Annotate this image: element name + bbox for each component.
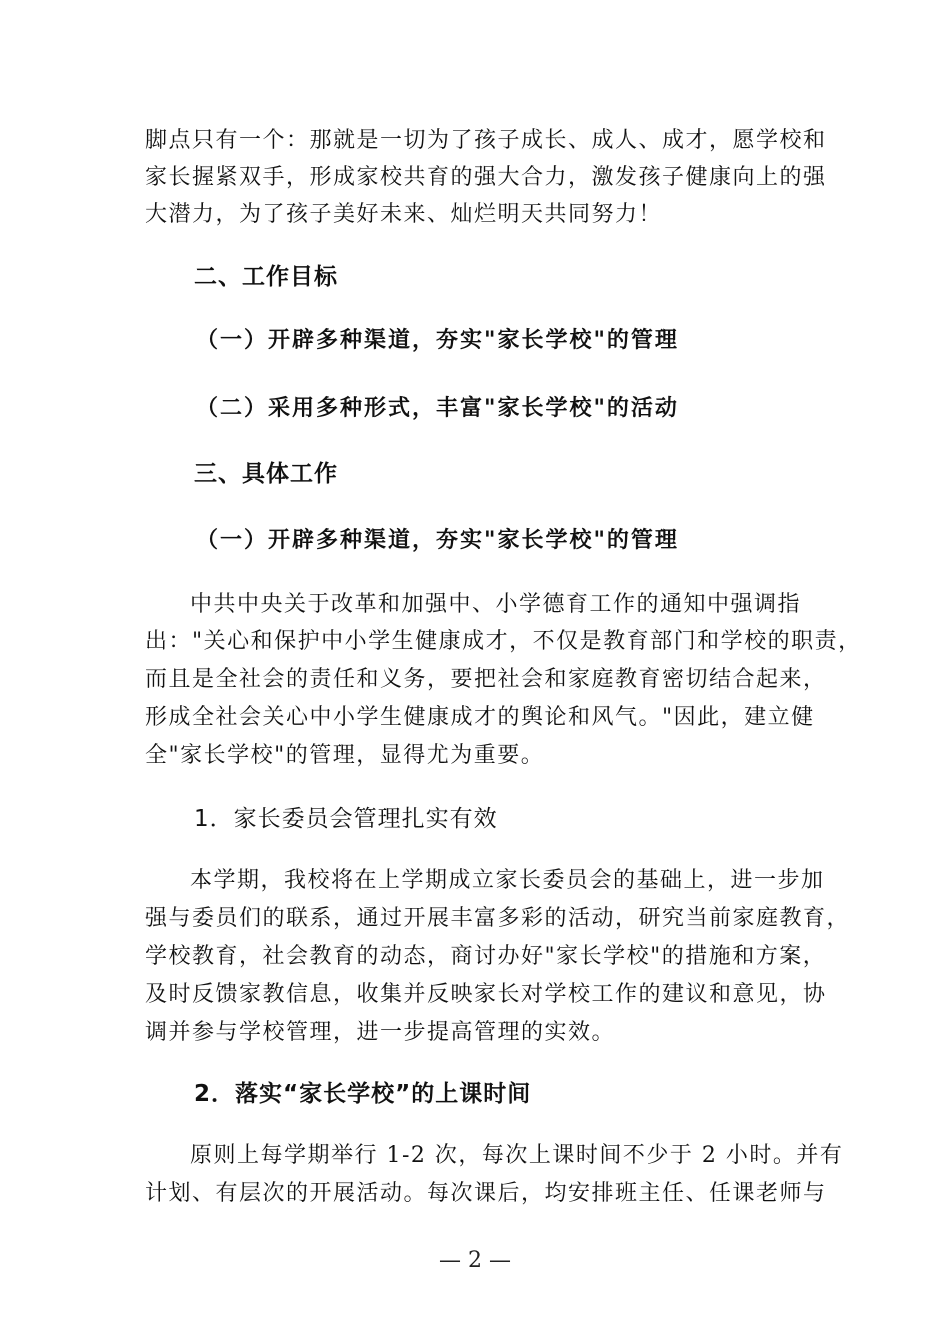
text-line: 而且是全社会的责任和义务，要把社会和家庭教育密切结合起来，	[145, 667, 827, 692]
text-line: 本学期，我校将在上学期成立家长委员会的基础上，进一步加	[190, 868, 825, 893]
text-line: 计划、有层次的开展活动。每次课后，均安排班主任、任课老师与	[145, 1181, 827, 1206]
text-line: 形成全社会关心中小学生健康成才的舆论和风气。"因此，建立健	[145, 705, 815, 730]
goal-item-2: （二）采用多种形式，丰富"家长学校"的活动	[196, 395, 679, 421]
text-line: 强与委员们的联系，通过开展丰富多彩的活动，研究当前家庭教育，	[145, 906, 851, 931]
text-line: 出："关心和保护中小学生健康成才，不仅是教育部门和学校的职责，	[145, 629, 862, 654]
page-number: — 2 —	[439, 1248, 511, 1273]
point-title-1: 1．家长委员会管理扎实有效	[194, 806, 498, 832]
text-line: 大潜力，为了孩子美好未来、灿烂明天共同努力！	[145, 202, 663, 227]
text-line: 调并参与学校管理，进一步提高管理的实效。	[145, 1020, 616, 1045]
text-line: 家长握紧双手，形成家校共育的强大合力，激发孩子健康向上的强	[145, 165, 827, 190]
text-line: 脚点只有一个：那就是一切为了孩子成长、成人、成才，愿学校和	[145, 128, 827, 153]
section-title-goals: 二、工作目标	[194, 264, 338, 290]
section-title-work: 三、具体工作	[194, 461, 338, 487]
text-line: 及时反馈家教信息，收集并反映家长对学校工作的建议和意见，协	[145, 982, 827, 1007]
text-line: 中共中央关于改革和加强中、小学德育工作的通知中强调指	[190, 592, 802, 617]
point-title-2: 2．落实“家长学校”的上课时间	[194, 1081, 532, 1107]
text-line: 全"家长学校"的管理，显得尤为重要。	[145, 743, 545, 768]
text-line: 学校教育，社会教育的动态，商讨办好"家长学校"的措施和方案，	[145, 944, 827, 969]
goal-item-1: （一）开辟多种渠道，夯实"家长学校"的管理	[196, 327, 679, 353]
work-subtitle-1: （一）开辟多种渠道，夯实"家长学校"的管理	[196, 527, 679, 553]
text-line: 原则上每学期举行 1-2 次，每次上课时间不少于 2 小时。并有	[190, 1143, 844, 1168]
